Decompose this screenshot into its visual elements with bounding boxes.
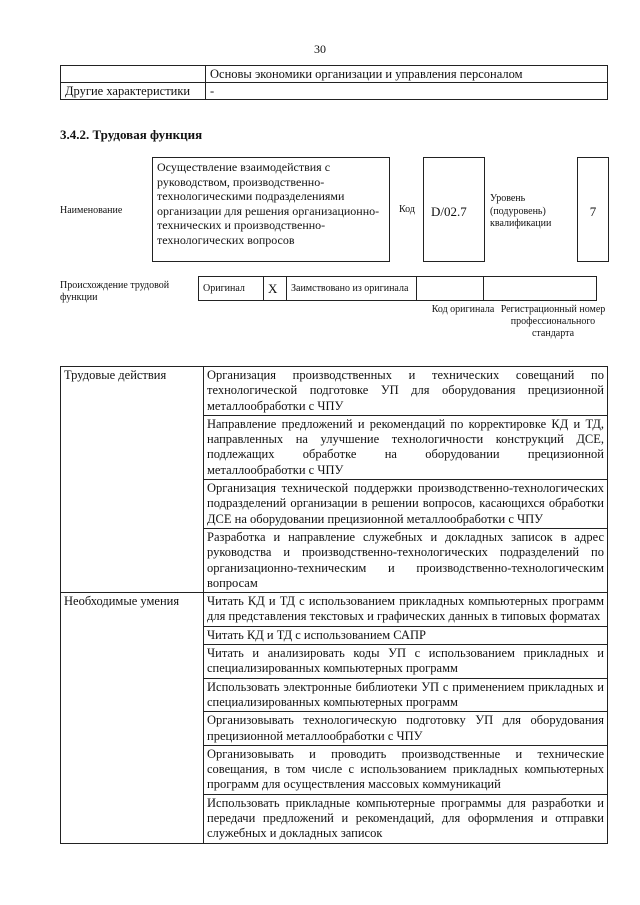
original-label: Оригинал xyxy=(203,283,245,294)
original-mark: X xyxy=(264,277,287,301)
registration-number-caption: Регистрационный номер профессионального стандарта xyxy=(500,304,606,339)
registration-number-cell xyxy=(484,277,597,301)
other-characteristics-label: Другие характеристики xyxy=(61,83,206,100)
other-characteristics-value: - xyxy=(206,83,608,100)
labor-actions-item: Организация технической поддержки производственно-технологических подразделений организации в решении вопросов, касающихся обработки ДСЕ на оборудовании прецизионной металлообработки с ЧПУ xyxy=(204,480,608,529)
section-title: 3.4.2. Трудовая функция xyxy=(60,127,203,142)
labor-actions-label: Трудовые действия xyxy=(61,367,204,593)
labor-actions-item: Разработка и направление служебных и докладных записок в адрес руководства и производственно-технологических подразделений по организационно-техническим и производственно-технологическим вопросам xyxy=(204,528,608,592)
required-skills-label: Необходимые умения xyxy=(61,593,204,843)
code-label: Код xyxy=(399,204,415,215)
required-skills-item: Использовать прикладные компьютерные программы для разработки и передачи предложений и рекомендаций, для оформления и отправки служебных и докладных записок xyxy=(204,794,608,843)
function-name: Осуществление взаимодействия с руководством, производственно-технологическими подразделениями организации для решения организационно-технических и производственно-технологических вопросов xyxy=(152,157,390,262)
function-details-table xyxy=(60,366,608,844)
name-label: Наименование xyxy=(60,205,123,216)
required-skills-item: Читать и анализировать коды УП с использованием прикладных и специализированных компьютерных программ xyxy=(204,645,608,679)
origin-row xyxy=(199,277,597,301)
table-row xyxy=(61,367,608,416)
labor-actions-item: Организация производственных и технических совещаний по технологической подготовке УП для оборудования прецизионной металлообработки с ЧПУ xyxy=(204,367,608,416)
top-table xyxy=(60,65,608,100)
top-table-row xyxy=(61,66,608,83)
top-table-row xyxy=(61,83,608,100)
top-table-empty-cell xyxy=(61,66,206,83)
table-row xyxy=(61,593,608,627)
required-skills-item: Читать КД и ТД с использованием САПР xyxy=(204,626,608,644)
function-code: D/02.7 xyxy=(423,157,485,262)
required-skills-item: Организовывать и проводить производственные и технические совещания, в том числе с использованием прикладных компьютерных программ для осуществления массовых коммуникаций xyxy=(204,745,608,794)
original-code-cell xyxy=(417,277,484,301)
required-skills-item: Использовать электронные библиотеки УП с применением прикладных и специализированных компьютерных программ xyxy=(204,678,608,712)
origin-label: Происхождение трудовой функции xyxy=(60,280,170,303)
top-table-value: Основы экономики организации и управления персоналом xyxy=(206,66,608,83)
required-skills-item: Организовывать технологическую подготовку УП для оборудования прецизионной металлообработки с ЧПУ xyxy=(204,712,608,746)
required-skills-item: Читать КД и ТД с использованием прикладных компьютерных программ для представления текстовых и графических данных в типовых форматах xyxy=(204,593,608,627)
labor-actions-item: Направление предложений и рекомендаций по корректировке КД и ТД, направленных на улучшение технологичности конструкций ДСЕ, подлежащих обработке на оборудовании прецизионной металлообработки с ЧПУ xyxy=(204,415,608,479)
origin-table xyxy=(198,276,597,301)
borrowed-label: Заимствовано из оригинала xyxy=(287,277,417,301)
qualification-level: 7 xyxy=(577,157,609,262)
original-code-caption: Код оригинала xyxy=(431,304,495,315)
original-cell xyxy=(199,277,264,301)
qualification-level-label: Уровень (подуровень) квалификации xyxy=(490,193,552,229)
page-number: 30 xyxy=(314,42,326,56)
